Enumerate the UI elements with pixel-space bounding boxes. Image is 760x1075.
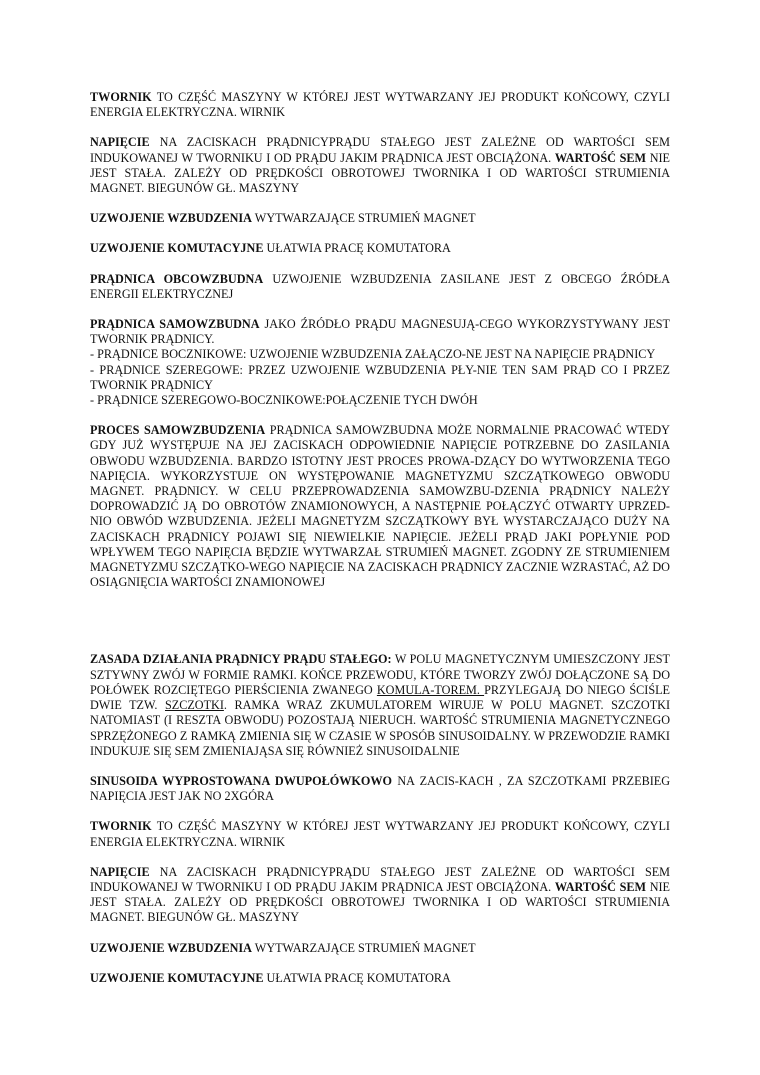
term-uzwojenie-wzbudzenia-repeat: UZWOJENIE WZBUDZENIA xyxy=(90,940,252,955)
term-pradnica-obcowzbudna: PRĄDNICA OBCOWZBUDNA xyxy=(90,271,264,286)
paragraph-uzwojenie-wzbudzenia xyxy=(90,211,670,226)
paragraph-uzwojenie-komutacyjne-repeat xyxy=(90,971,670,986)
text-wartosc-sem: NIE JEST STAŁA. ZALEŻY OD PRĘDKOŚCI OBROTOWEJ TWORNIKA I OD WARTOŚCI STRUMIENIA MAGNET. BIEGUNÓW GŁ. MASZYNY xyxy=(90,150,670,196)
text-napiecie: NA ZACISKACH PRĄDNICYPRĄDU STAŁEGO JEST ZALEŻNE OD WARTOŚCI SEM INDUKOWANEJ W TWORNIKU I OD PRĄDU JAKIM PRĄDNICA JEST OBCIĄŻONA. xyxy=(90,135,670,165)
paragraph-pradnica-obcowzbudna xyxy=(90,272,670,302)
paragraph-twornik-repeat xyxy=(90,819,670,849)
blank-space xyxy=(90,605,670,652)
text-wartosc-sem-repeat: NIE JEST STAŁA. ZALEŻY OD PRĘDKOŚCI OBROTOWEJ TWORNIKA I OD WARTOŚCI STRUMIENIA MAGNET. BIEGUNÓW GŁ. MASZYNY xyxy=(90,879,670,925)
text-uzwojenie-komutacyjne-repeat: UŁATWIA PRACĘ KOMUTATORA xyxy=(263,970,451,985)
term-uzwojenie-wzbudzenia: UZWOJENIE WZBUDZENIA xyxy=(90,211,252,226)
text-twornik-repeat: TO CZĘŚĆ MASZYNY W KTÓREJ JEST WYTWARZANY JEJ PRODUKT KOŃCOWY, CZYLI ENERGIA ELEKTRYCZNA. WIRNIK xyxy=(90,819,670,849)
term-zasada-dzialania: ZASADA DZIAŁANIA PRĄDNICY PRĄDU STAŁEGO: xyxy=(90,652,392,667)
term-wartosc-sem: WARTOŚĆ SEM xyxy=(554,150,646,165)
underlined-komulatorem: KOMULA-TOREM. xyxy=(376,682,485,697)
paragraph-sinusoida xyxy=(90,774,670,804)
text-uzwojenie-komutacyjne: UŁATWIA PRACĘ KOMUTATORA xyxy=(263,241,451,256)
term-twornik-repeat: TWORNIK xyxy=(90,819,152,834)
term-pradnica-samowzbudna: PRĄDNICA SAMOWZBUDNA xyxy=(90,317,260,332)
text-napiecie-repeat: NA ZACISKACH PRĄDNICYPRĄDU STAŁEGO JEST ZALEŻNE OD WARTOŚCI SEM INDUKOWANEJ W TWORNIKU I OD PRĄDU JAKIM PRĄDNICA JEST OBCIĄŻONA. xyxy=(90,864,670,894)
underlined-szczotki: SZCZOTKI xyxy=(164,698,224,713)
paragraph-proces-samowzbudzenia xyxy=(90,423,670,590)
text-pradnica-obcowzbudna: UZWOJENIE WZBUDZENIA ZASILANE JEST Z OBCEGO ŹRÓDŁA ENERGII ELEKTRYCZNEJ xyxy=(90,271,670,301)
term-napiecie-repeat: NAPIĘCIE xyxy=(90,864,150,879)
term-uzwojenie-komutacyjne: UZWOJENIE KOMUTACYJNE xyxy=(90,241,264,256)
text-sinusoida: NA ZACIS-KACH , ZA SZCZOTKAMI PRZEBIEG NAPIĘCIA JEST JAK NO 2XGÓRA xyxy=(90,773,671,804)
text-twornik: TO CZĘŚĆ MASZYNY W KTÓREJ JEST WYTWARZANY JEJ PRODUKT KOŃCOWY, CZYLI ENERGIA ELEKTRYCZNA. WIRNIK xyxy=(90,90,670,120)
paragraph-uzwojenie-wzbudzenia-repeat xyxy=(90,941,670,956)
text-pradnica-samowzbudna: JAKO ŹRÓDŁO PRĄDU MAGNESUJĄ-CEGO WYKORZYSTYWANY JEST TWORNIK PRĄDNICY. xyxy=(90,317,670,347)
text-zasada-a: W POLU MAGNETYCZNYM UMIESZCZONY JEST SZTYWNY ZWÓJ W FORMIE RAMKI. KOŃCE PRZEWODU, KTÓRE TWORZY ZWÓJ DOŁĄCZONE SĄ DO POŁÓWEK ROZCIĘTEGO PIERŚCIENIA ZWANEGO xyxy=(90,652,670,697)
paragraph-uzwojenie-komutacyjne xyxy=(90,241,670,256)
term-twornik: TWORNIK xyxy=(90,90,152,104)
list-item-bocznikowe: - PRĄDNICE BOCZNIKOWE: UZWOJENIE WZBUDZENIA ZAŁĄCZO-NE JEST NA NAPIĘCIE PRĄDNICY xyxy=(90,347,656,362)
text-proces-samowzbudzenia: PRĄDNICA SAMOWZBUDNA MOŻE NORMALNIE PRACOWAĆ WTEDY GDY JUŻ WYSTĘPUJE NA JEJ ZACISKACH ODPOWIEDNIE NAPIĘCIE POTRZEBNE DO ZASILANIA OBWODU WZBUDZENIA. BARDZO ISTOTNY JEST PROCES PROWA-DZĄCY DO WYTWORZENIA TEGO NAPIĘCIA. WYKORZYSTUJE ON WYSTĘPOWANIE MAGNETYZMU SZCZĄTKOWEGO OBWODU MAGNET. PRĄDNICY. W CELU PRZEPROWADZENIA SAMOWZBU-DZENIA PRĄDNICY NALEŻY DOPROWADZIĆ JĄ DO OBROTÓW ZNAMIONOWYCH, A NASTĘPNIE POŁĄCZYĆ OTWARTY UPRZED-NIO OBWÓD WZBUDZENIA. JEŻELI MAGNETYZM SZCZĄTKOWY BYŁ WYSTARCZAJĄCO DUŻY NA ZACISKACH PRĄDNICY POJAWI SIĘ NIEWIELKIE NAPIĘCIE. JEŻELI PRĄD JAKI POPŁYNIE POD WPŁYWEM TEGO NAPIĘCIA BĘDZIE WYTWARZAŁ STRUMIEŃ MAGNET. ZGODNY ZE STRUMIENIEM MAGNETYZMU SZCZĄTKO-WEGO NAPIĘCIE NA ZACISKACH PRĄDNICY ZACZNIE WZRASTAĆ, AŻ DO OSIĄGNIĘCIA WARTOŚCI ZNAMIONOWEJ xyxy=(90,423,670,590)
document-page xyxy=(90,90,670,1001)
text-zasada-c: . RAMKA WRAZ ZKUMULATOREM WIRUJE W POLU MAGNET. SZCZOTKI NATOMIAST (I RESZTA OBWODU) POZOSTAJĄ NIERUCH. WARTOŚĆ STRUMIENIA MAGNETYCZNEGO SPRZĘŻONEGO Z RAMKĄ ZMIENIA SIĘ W CZASIE W SPOSÓB SINUSOIDALNY. W PRZEWODZIE RAMKI INDUKUJE SIĘ SEM ZMIENIAJĄSA SIĘ RÓWNIEŻ SINUSOIDALNIE xyxy=(90,698,670,758)
paragraph-napiecie-repeat xyxy=(90,865,670,926)
term-uzwojenie-komutacyjne-repeat: UZWOJENIE KOMUTACYJNE xyxy=(90,970,264,985)
paragraph-pradnica-samowzbudna xyxy=(90,317,670,347)
text-zasada-b: PRZYLEGAJĄ DO NIEGO ŚCIŚLE DWIE TZW. xyxy=(90,682,670,713)
list-item-szeregowe: - PRĄDNICE SZEREGOWE: PRZEZ UZWOJENIE WZBUDZENIA PŁY-NIE TEN SAM PRĄD CO I PRZEZ TWORNIK PRĄDNICY xyxy=(90,362,670,392)
list-item-szeregowo-bocznikowe: - PRĄDNICE SZEREGOWO-BOCZNIKOWE:POŁĄCZENIE TYCH DWÓH xyxy=(90,393,478,408)
term-proces-samowzbudzenia: PROCES SAMOWZBUDZENIA xyxy=(90,423,266,438)
text-uzwojenie-wzbudzenia-repeat: WYTWARZAJĄCE STRUMIEŃ MAGNET xyxy=(251,940,476,955)
paragraph-twornik xyxy=(90,90,670,120)
paragraph-zasada-dzialania xyxy=(90,652,670,758)
term-napiecie: NAPIĘCIE xyxy=(90,135,150,150)
text-uzwojenie-wzbudzenia: WYTWARZAJĄCE STRUMIEŃ MAGNET xyxy=(251,211,476,226)
term-wartosc-sem-repeat: WARTOŚĆ SEM xyxy=(554,879,646,894)
paragraph-napiecie xyxy=(90,135,670,196)
term-sinusoida: SINUSOIDA WYPROSTOWANA DWUPOŁÓWKOWO xyxy=(90,773,393,788)
